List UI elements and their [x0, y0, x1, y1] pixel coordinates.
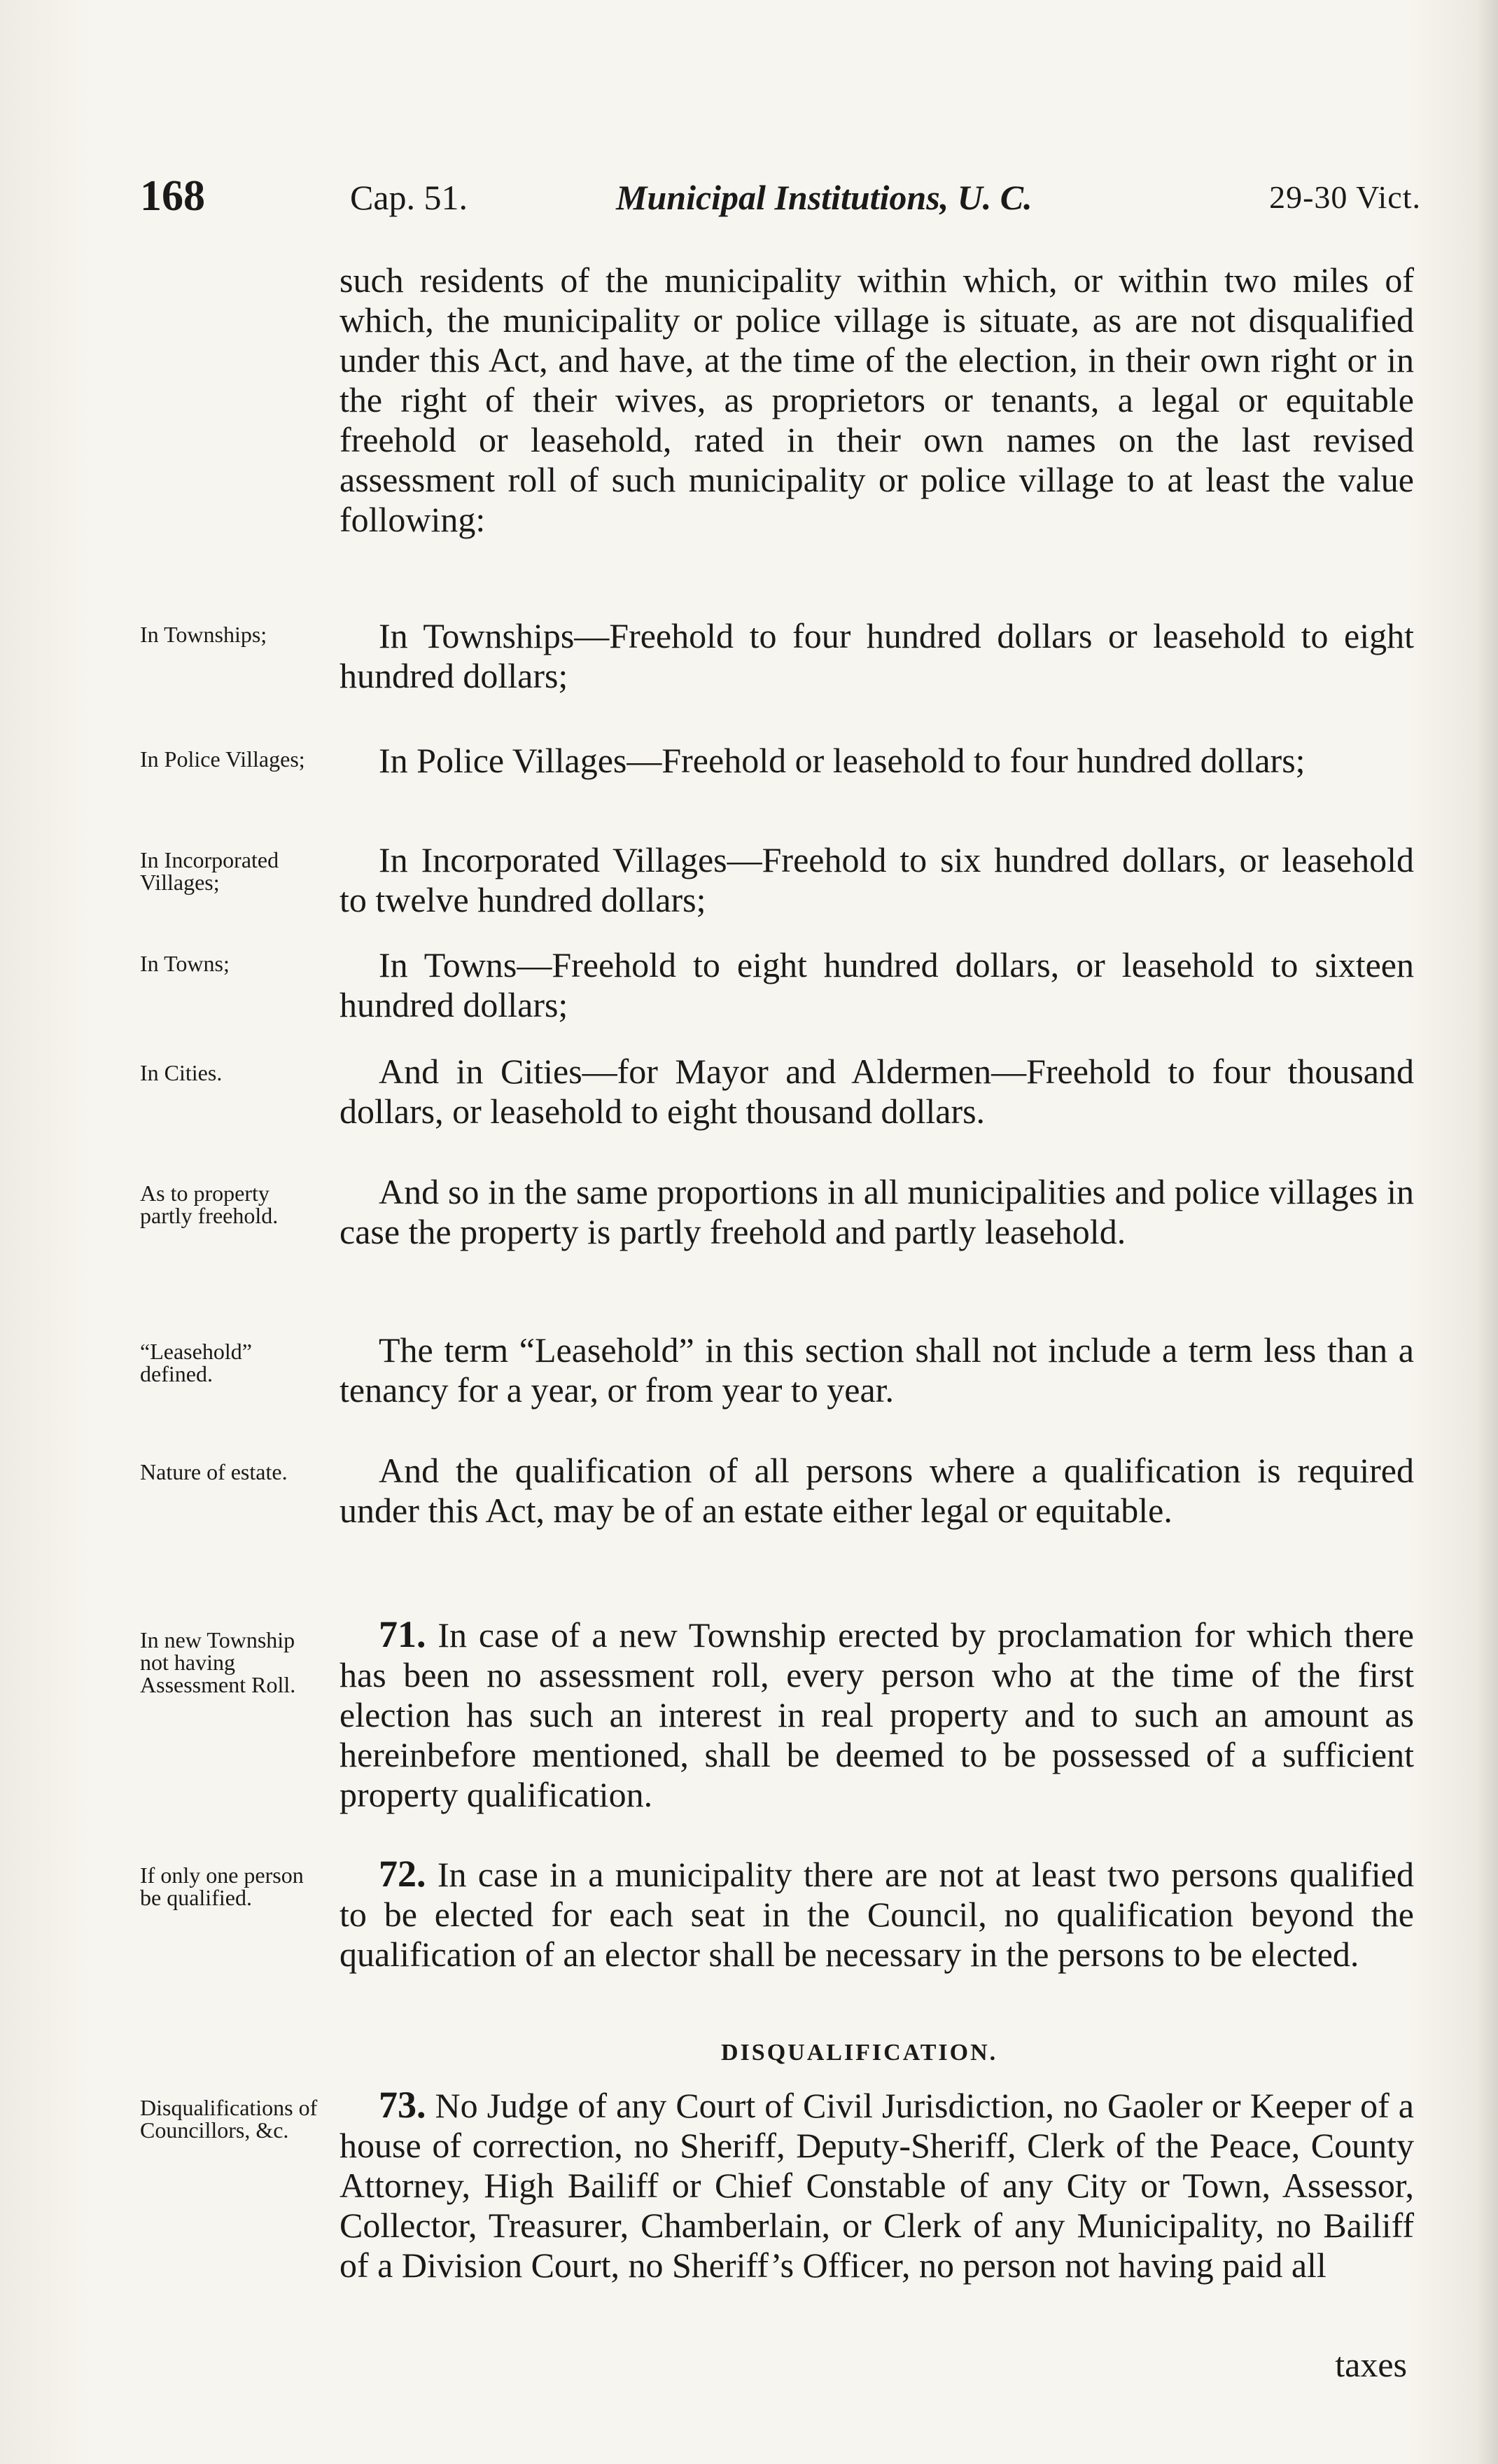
- section-72: [340, 1854, 1414, 1975]
- clause-nature-of-estate: And the qualification of all persons where a qualification is required under this Act, may be of an estate either legal or equitable.: [340, 1451, 1414, 1530]
- margin-note-leasehold-defined: “Leasehold” defined.: [140, 1339, 252, 1386]
- margin-note-section-72: If only one person be qualified.: [140, 1863, 304, 1910]
- page-number: 168: [140, 172, 205, 220]
- regnal-year: 29-30 Vict.: [1269, 179, 1421, 215]
- clause-leasehold-defined: The term “Leasehold” in this section shall not include a term less than a tenancy for a year, or from year to year.: [340, 1330, 1414, 1410]
- margin-note-cities: In Cities.: [140, 1060, 223, 1085]
- section-number-73: 73.: [379, 2084, 426, 2126]
- margin-note-nature-of-estate: Nature of estate.: [140, 1459, 288, 1484]
- page-header: [140, 172, 1421, 228]
- clause-incorporated-villages: In Incorporated Villages—Freehold to six hundred dollars, or leasehold to twelve hundred dollars;: [340, 840, 1414, 919]
- clause-townships: In Townships—Freehold to four hundred dollars or leasehold to eight hundred dollars;: [340, 616, 1414, 695]
- section-number-71: 71.: [379, 1613, 426, 1655]
- section-heading-disqualification: DISQUALIFICATION.: [721, 2040, 998, 2066]
- clause-cities: And in Cities—for Mayor and Aldermen—Freehold to four thousand dollars, or leasehold to eight thousand dollars.: [340, 1052, 1414, 1131]
- margin-note-towns: In Towns;: [140, 951, 230, 976]
- section-71: [340, 1615, 1414, 1815]
- section-73-text: No Judge of any Court of Civil Jurisdiction, no Gaoler or Keeper of a house of correction, no Sheriff, Deputy-Sheriff, Clerk of the Peace, County Attorney, High Bailiff or Chief Constable of any City or Town, Assessor, Collector, Treasurer, Chamberlain, or Clerk of any Municipality, no Bailiff of a Division Court, no Sheriff’s Officer, no person not having paid all: [340, 2086, 1414, 2285]
- clause-towns: In Towns—Freehold to eight hundred dollars, or leasehold to sixteen hundred dollars;: [340, 945, 1414, 1024]
- page-edge-shadow: [1477, 0, 1498, 2464]
- chapter-label: Cap. 51.: [350, 178, 468, 217]
- margin-note-partly-freehold: As to property partly freehold.: [140, 1181, 279, 1228]
- margin-note-townships: In Townships;: [140, 622, 267, 647]
- margin-note-section-73: Disqualifications of Councillors, &c.: [140, 2095, 318, 2143]
- margin-note-incorporated-villages: In Incorporated Villages;: [140, 847, 279, 895]
- clause-police-villages: In Police Villages—Freehold or leasehold to four hundred dollars;: [379, 741, 1306, 780]
- margin-note-police-villages: In Police Villages;: [140, 746, 305, 772]
- intro-paragraph: such residents of the municipality within which, or within two miles of which, the municipality or police village is situate, as are not disqualified under this Act, and have, at the time of the election, in their own right or in the right of their wives, as proprietors or tenants, a legal or equitable freehold or leasehold, rated in their own names on the last revised assessment roll of such municipality or police village to at least the value following:: [340, 260, 1414, 539]
- section-71-text: In case of a new Township erected by proclamation for which there has been no assessment roll, every person who at the time of the first election has such an interest in real property and to such an amount as hereinbefore mentioned, shall be deemed to be possessed of a sufficient property qualification.: [340, 1615, 1415, 1814]
- section-73: [340, 2085, 1414, 2285]
- section-number-72: 72.: [379, 1853, 426, 1895]
- catchword: taxes: [1335, 2345, 1407, 2384]
- section-72-text: In case in a municipality there are not at least two persons qualified to be elected for each seat in the Council, no qualification beyond the qualification of an elector shall be necessary in the persons to be elected.: [340, 1855, 1414, 1974]
- running-title: Municipal Institutions, U. C.: [616, 178, 1032, 217]
- clause-partly-freehold: And so in the same proportions in all municipalities and police villages in case the property is partly freehold and partly leasehold.: [340, 1172, 1414, 1251]
- margin-note-section-71: In new Township not having Assessment Roll.: [140, 1627, 296, 1697]
